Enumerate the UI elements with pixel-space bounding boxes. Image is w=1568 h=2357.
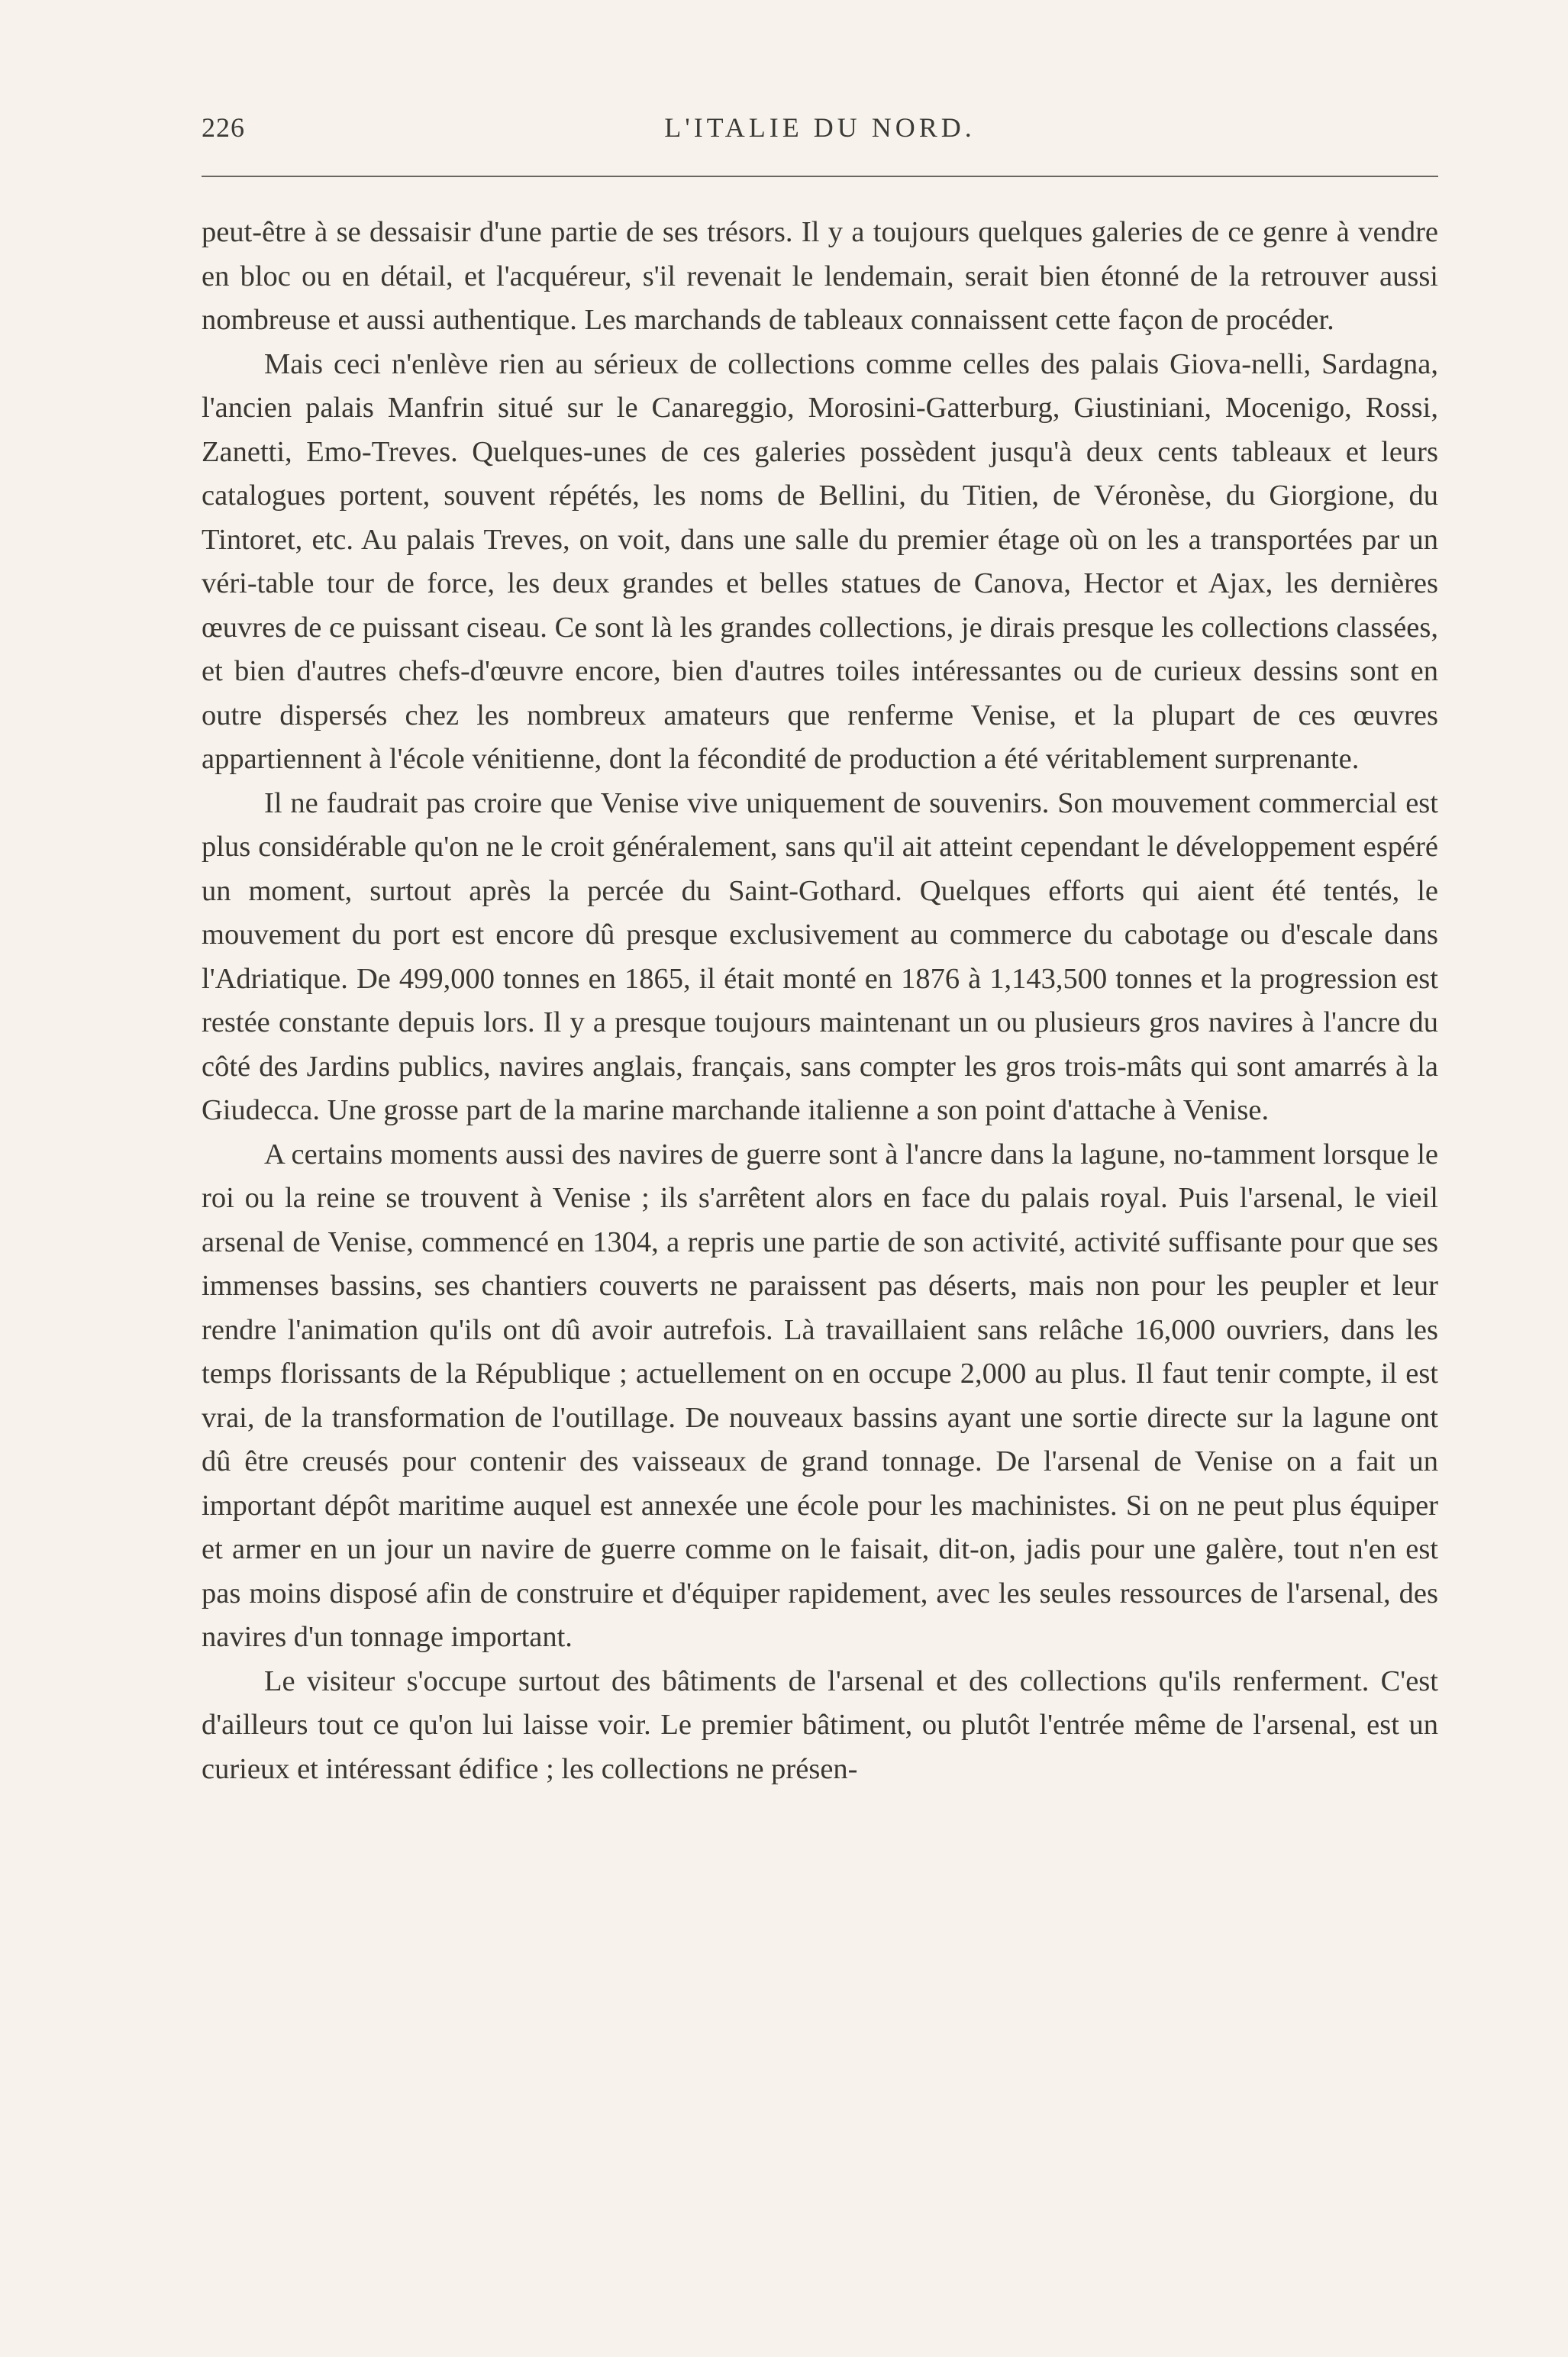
page-number: 226 (202, 112, 245, 143)
paragraph: Le visiteur s'occupe surtout des bâtiments de l'arsenal et des collections qu'ils renferment. C'est d'ailleurs tout ce qu'on lui laisse voir. Le premier bâtiment, ou plutôt l'entrée même de l'arsenal, est un curieux et intéressant édifice ; les collections ne présen- (202, 1664, 1438, 1785)
paragraph: Il ne faudrait pas croire que Venise vive uniquement de souvenirs. Son mouvement commercial est plus considérable qu'on ne le croit généralement, sans qu'il ait atteint cependant le développement espéré un moment, surtout après la percée du Saint-Gothard. Quelques efforts qui aient été tentés, le mouvement du port est encore dû presque exclusivement au commerce du cabotage ou d'escale dans l'Adriatique. De 499,000 tonnes en 1865, il était monté en 1876 à 1,143,500 tonnes et la progression est restée constante depuis lors. Il y a presque toujours maintenant un ou plusieurs gros navires à l'ancre du côté des Jardins publics, navires anglais, français, sans compter les gros trois-mâts qui sont amarrés à la Giudecca. Une grosse part de la marine marchande italienne a son point d'attache à Venise. (202, 786, 1438, 1126)
running-title: L'ITALIE DU NORD. (664, 112, 976, 143)
paragraph: A certains moments aussi des navires de guerre sont à l'ancre dans la lagune, no-tamment lorsque le roi ou la reine se trouvent à Venise ; ils s'arrêtent alors en face du palais royal. Puis l'arsenal, le vieil arsenal de Venise, commencé en 1304, a repris une partie de son activité, activité suffisante pour que ses immenses bassins, ses chantiers couverts ne paraissent pas déserts, mais non pour les peupler et leur rendre l'animation qu'ils ont dû avoir autrefois. Là travaillaient sans relâche 16,000 ouvriers, dans les temps florissants de la République ; actuellement on en occupe 2,000 au plus. Il faut tenir compte, il est vrai, de la transformation de l'outillage. De nouveaux bassins ayant une sortie directe sur la lagune ont dû être creusés pour contenir des vaisseaux de grand tonnage. De l'arsenal de Venise on a fait un important dépôt maritime auquel est annexée une école pour les machinistes. Si on ne peut plus équiper et armer en un jour un navire de guerre comme on le faisait, dit-on, jadis pour une galère, tout n'en est pas moins disposé afin de construire et d'équiper rapidement, avec les seules ressources de l'arsenal, des navires d'un tonnage important. (202, 1138, 1438, 1653)
paragraph: peut-être à se dessaisir d'une partie de ses trésors. Il y a toujours quelques galeries de ce genre à vendre en bloc ou en détail, et l'acquéreur, s'il revenait le lendemain, serait bien étonné de la retrouver aussi nombreuse et aussi authentique. Les marchands de tableaux connaissent cette façon de procéder. (202, 216, 1438, 336)
page-header (202, 111, 1438, 157)
header-rule (202, 176, 1438, 177)
body-text (202, 211, 1438, 1791)
paragraph: Mais ceci n'enlève rien au sérieux de collections comme celles des palais Giova-nelli, Sardagna, l'ancien palais Manfrin situé sur le Canareggio, Morosini-Gatterburg, Giustiniani, Mocenigo, Rossi, Zanetti, Emo-Treves. Quelques-unes de ces galeries possèdent jusqu'à deux cents tableaux et leurs catalogues portent, souvent répétés, les noms de Bellini, du Titien, de Véronèse, du Giorgione, du Tintoret, etc. Au palais Treves, on voit, dans une salle du premier étage où on les a transportées par un véri-table tour de force, les deux grandes et belles statues de Canova, Hector et Ajax, les dernières œuvres de ce puissant ciseau. Ce sont là les grandes collections, je dirais presque les collections classées, et bien d'autres chefs-d'œuvre encore, bien d'autres toiles intéressantes ou de curieux dessins sont en outre dispersés chez les nombreux amateurs que renferme Venise, et la plupart de ces œuvres appartiennent à l'école vénitienne, dont la fécondité de production a été véritablement surprenante. (202, 347, 1438, 775)
